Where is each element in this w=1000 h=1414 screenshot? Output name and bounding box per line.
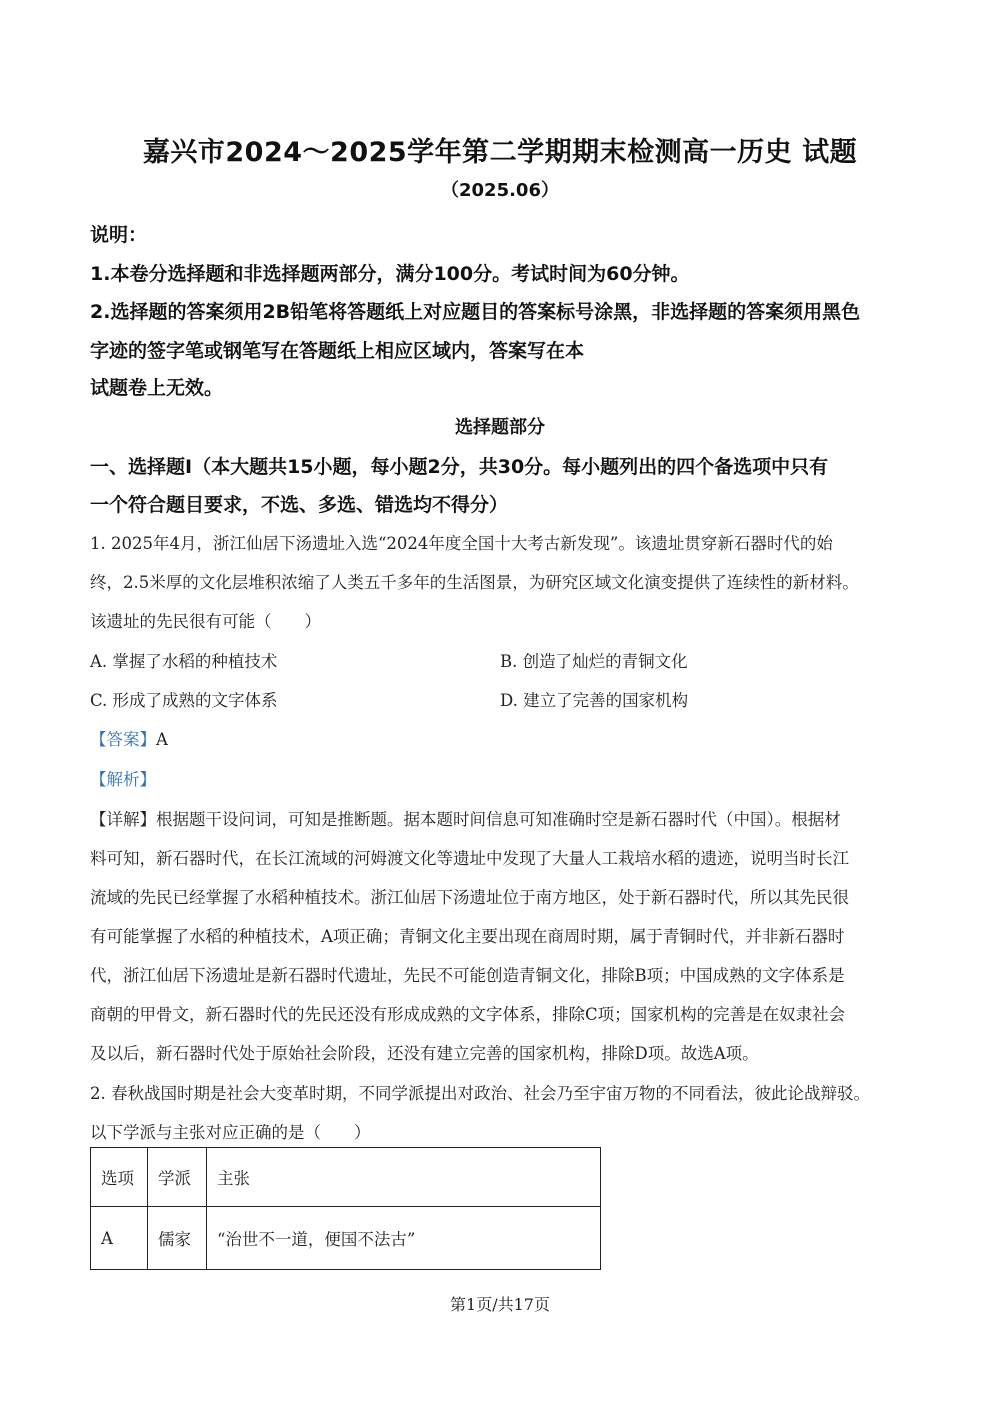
instructions-heading: 说明： [90,224,148,246]
table-header-cell: 主张 [207,1148,601,1207]
instruction-line-2b: 字迹的签字笔或钢笔写在答题纸上相应区域内，答案写在本 [90,340,585,362]
part-heading-line-2: 一个符合题目要求，不选、多选、错选均不得分） [90,494,509,516]
q1-option-b: B. 创造了灿烂的青铜文化 [500,652,688,671]
q1-stem-line-3: 该遗址的先民很有可能（ ） [90,612,321,631]
exam-date: （2025.06） [441,180,559,201]
q1-detail-line-4: 有可能掌握了水稻的种植技术，A项正确；青铜文化主要出现在商周时期，属于青铜时代，并非新石器时 [90,927,845,946]
instruction-line-1: 1.本卷分选择题和非选择题两部分，满分100分。考试时间为60分钟。 [90,263,690,285]
q1-detail-line-3: 流域的先民已经掌握了水稻种植技术。浙江仙居下汤遗址位于南方地区，处于新石器时代，所以其先民很 [90,888,849,907]
table-cell: A [91,1207,148,1270]
q1-detail-line-7: 及以后，新石器时代处于原始社会阶段，还没有建立完善的国家机构，排除D项。故选A项。 [90,1044,759,1063]
page-number: 第1页/共17页 [450,1295,550,1314]
q1-detail-line-6: 商朝的甲骨文，新石器时代的先民还没有形成成熟的文字体系，排除C项；国家机构的完善是在奴隶社会 [90,1005,846,1024]
q1-option-d: D. 建立了完善的国家机构 [500,691,689,710]
q1-detail-line-5: 代，浙江仙居下汤遗址是新石器时代遗址，先民不可能创造青铜文化，排除B项；中国成熟的文字体系是 [90,966,845,985]
table-header-row [91,1148,601,1207]
answer-value: A [156,730,168,749]
table-cell: 儒家 [148,1207,207,1270]
instruction-line-2c: 试题卷上无效。 [90,377,224,399]
table-row [91,1207,601,1270]
q1-stem-line-1: 1. 2025年4月，浙江仙居下汤遗址入选“2024年度全国十大考古新发现”。该遗址贯穿新石器时代的始 [90,534,833,553]
table-header-cell: 学派 [148,1148,207,1207]
table-cell: “治世不一道，便国不法古” [207,1207,601,1270]
table-header-cell: 选项 [91,1148,148,1207]
q1-detail-line-2: 料可知，新石器时代，在长江流域的河姆渡文化等遗址中发现了大量人工栽培水稻的遗迹，说明当时长江 [90,849,849,868]
part-heading-line-1: 一、选择题Ⅰ（本大题共15小题，每小题2分，共30分。每小题列出的四个备选项中只有 [90,456,829,478]
section-title: 选择题部分 [455,417,545,438]
q2-stem-line-1: 2. 春秋战国时期是社会大变革时期，不同学派提出对政治、社会乃至宇宙万物的不同看法，彼此论战辩驳。 [90,1084,870,1103]
q1-option-c: C. 形成了成熟的文字体系 [90,691,278,710]
q1-analysis-label: 【解析】 [90,770,156,789]
q1-answer [90,726,920,750]
q1-stem-line-2: 终，2.5米厚的文化层堆积浓缩了人类五千多年的生活图景，为研究区域文化演变提供了连续性的新材料。 [90,573,859,592]
q2-table [90,1147,601,1270]
page-title: 嘉兴市2024～2025学年第二学期期末检测高一历史 试题 [142,137,858,168]
instruction-line-2a: 2.选择题的答案须用2B铅笔将答题纸上对应题目的答案标号涂黑，非选择题的答案须用黑色 [90,301,861,323]
q1-detail-line-1: 【详解】根据题干设问词，可知是推断题。据本题时间信息可知准确时空是新石器时代（中国）。根据材 [90,810,841,829]
q1-option-a: A. 掌握了水稻的种植技术 [90,652,278,671]
q2-stem-line-2: 以下学派与主张对应正确的是（ ） [90,1123,371,1142]
answer-label: 【答案】 [90,730,156,749]
